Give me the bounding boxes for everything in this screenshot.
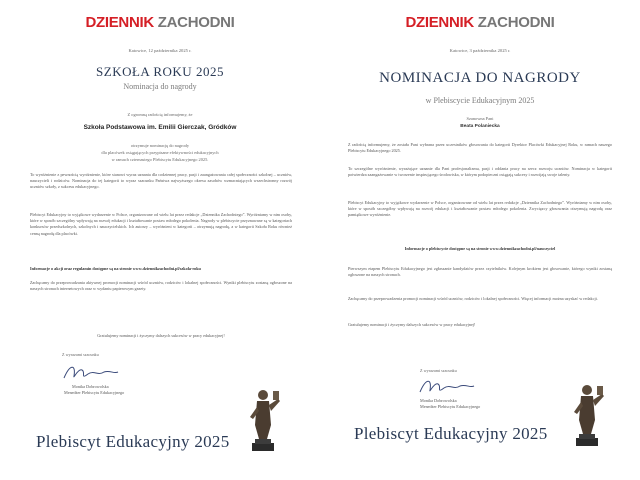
- body-paragraph: Plebiscyt Edukacyjny to wyjątkowe wydarzenie w Polsce, organizowane od wielu lat przez redakcje „Dziennika Zachodniego”. Wyróżniamy w nim osoby, które w sposób szczególny wpływają na rozwój edukacji i kształtowanie postaw młodego pokolenia. Nagrody w plebiscycie przyznawane są w kategoriach konkursów przedszkolnych, szkolnych i nauczycielskich. Ich autorzy – wyróżnieni w kategorii – otrzymują nagrodę, a w kategorii Szkoła Roku również cenną nagrodę dla placówki.: [30, 212, 292, 236]
- signature-label: Z wyrazami szacunku: [62, 352, 99, 357]
- certificate-right: [320, 0, 640, 480]
- salutation: Szanowna Pani: [466, 116, 494, 121]
- newspaper-logo: DZIENNIK ZACHODNI: [85, 14, 235, 31]
- signature-role: Menedżer Plebiscytu Edukacyjnego: [64, 390, 125, 395]
- letter-date: Katowice, 3 października 2025 r.: [449, 48, 511, 53]
- footer-brand: Plebiscyt Edukacyjny 2025: [354, 424, 548, 443]
- school-name: Szkoła Podstawowa im. Emilii Gierczak, Gródków: [83, 124, 237, 131]
- info-line: Informacje o plebiscycie dostępne są na stronie www.dziennikzachodni.pl/nauczyciel: [404, 246, 556, 251]
- body-paragraph: Zachęcamy do przeprowadzenia promocji nominacji wśród uczniów, rodziców i lokalnej społeczności. Więcej informacji można uzyskać w redakcji.: [348, 296, 598, 301]
- info-line: Informacje o akcji oraz regulamin dostępne są na stronie www.dziennikzachodni.pl/szkola-roku: [30, 266, 201, 271]
- statuette-trophy-icon: [240, 385, 286, 453]
- recipient-name: Beata Polaniecka: [460, 124, 500, 129]
- signature-name: Monika Dobrowolska: [420, 398, 457, 403]
- newspaper-logo: DZIENNIK ZACHODNI: [405, 14, 555, 31]
- signature-image: [60, 360, 120, 384]
- body-paragraph: To szczególne wyróżnienie, wyrażające uznanie dla Pani profesjonalizmu, pasji i oddania pracy na rzecz rozwoju uczniów. Nominacja w kategorii potwierdza zaangażowanie w tworzenie inspirującego środowiska, w którym podopieczni osiągają sukcesy i rozwijają swoje talenty.: [348, 166, 612, 178]
- body-paragraph: Plebiscyt Edukacyjny to wyjątkowe wydarzenie w Polsce, organizowane od wielu lat przez redakcje „Dziennika Zachodniego”. Wyróżniamy w nim osoby, które w sposób szczególny wpływają na rozwój edukacji i kształtowanie postaw młodego pokolenia. Zwycięzcy głosowania otrzymują nagrodę oraz pamiątkowe wyróżnienie.: [348, 200, 612, 218]
- nomination-line-1: otrzymuje nominację do nagrody: [130, 143, 190, 148]
- signature-image: [416, 374, 476, 398]
- body-paragraph: Pierwszym etapem Plebiscytu Edukacyjnego jest zgłaszanie kandydatów przez czytelników. Kolejnym krokiem jest głosowanie, którego wyniki zostaną ogłoszone na naszych stronach.: [348, 266, 612, 278]
- closing-text: Gratulujemy nominacji i życzymy dalszych sukcesów w pracy edukacyjnej!: [97, 333, 225, 338]
- intro-text: Z ogromną radością informujemy, że: [127, 112, 193, 117]
- letter-date: Katowice, 12 października 2025 r.: [128, 48, 192, 53]
- body-paragraph: Z radością informujemy, że została Pani wybrana przez uczestników głosowania do kategorii Dyrektor Placówki Edukacyjnej Roku, w ramach naszego Plebiscytu Edukacyjnego 2025.: [348, 142, 612, 154]
- closing-text: Gratulujemy nominacji i życzymy dalszych sukcesów w pracy edukacyjnej!: [348, 322, 476, 327]
- certificate-subtitle: Nominacja do nagrody: [123, 82, 197, 91]
- body-paragraph: To wyróżnienie z pewnością wyróżnienie, które stanowi wyraz uznania dla codziennej pracy, pasji i zaangażowania całej społeczności szkolnej – uczniów, nauczycieli i rodziców. Nominacja do tej kategorii to wyraz szacunku Państwa najwyższego okresu zasobów wzmacniających wszechstronny rozwój uczniów szkoły, z sukcesu edukacyjnego.: [30, 172, 292, 190]
- signature-label: Z wyrazami szacunku: [420, 368, 457, 373]
- certificate-title: SZKOŁA ROKU 2025: [96, 64, 224, 79]
- nomination-line-2: dla placówek osiągających przypisane efektywności edukacyjnych: [101, 150, 219, 155]
- certificate-title: NOMINACJA DO NAGRODY: [379, 70, 581, 86]
- statuette-trophy-icon: [564, 380, 610, 448]
- body-paragraph: Zachęcamy do przeprowadzania aktywnej promocji nominacji wśród uczniów, rodziców i lokalnej społeczności. Wyniki plebiscytu zostaną ogłoszone na naszych stronach internetowych oraz w wydaniu papierowym gazety.: [30, 280, 292, 292]
- footer-brand: Plebiscyt Edukacyjny 2025: [36, 432, 230, 451]
- nomination-line-3: w ramach czternastego Plebiscytu Edukacyjnego 2025.: [111, 157, 209, 162]
- signature-role: Menedżer Plebiscytu Edukacyjnego: [420, 404, 481, 409]
- signature-name: Monika Dobrowolska: [72, 384, 109, 389]
- certificate-subtitle: w Plebiscycie Edukacyjnym 2025: [425, 96, 535, 105]
